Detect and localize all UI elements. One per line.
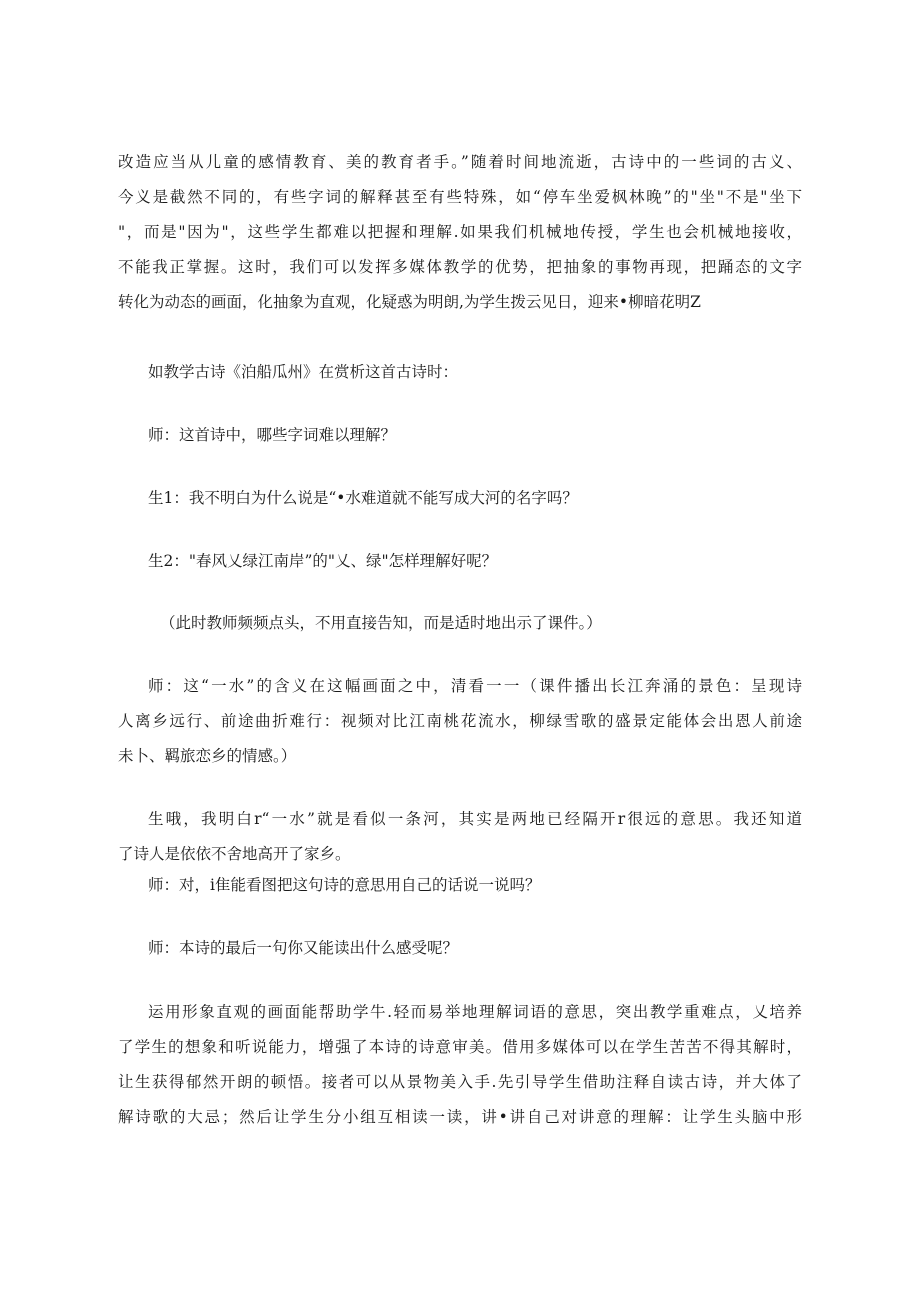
text-line: 生2："春风乂绿江南岸”的"乂、绿"怎样理解好呢？ xyxy=(148,552,498,570)
dialogue-teacher-final xyxy=(148,931,832,966)
text-line: 师：这首诗中，哪些字词难以理解？ xyxy=(148,426,397,444)
dialogue-student-2 xyxy=(148,544,832,579)
dialogue-teacher-prompt xyxy=(148,868,832,903)
text-line: 生哦，我明白r“一水”就是看似一条河，其实是两地已经隔开r很远的意思。我还知道 xyxy=(148,810,802,828)
dialogue-student-1 xyxy=(148,481,832,516)
text-line: 转化为动态的画面，化抽象为直观，化疑惑为明朗,为学生拨云见日，迎来•柳暗花明Z xyxy=(118,293,701,311)
paragraph-summary xyxy=(118,995,802,1135)
stage-note xyxy=(160,606,844,641)
text-line: 人离乡远行、前途曲折难行：视频对比江南桃花流水，柳绿雪歌的盛景定能体会出恩人前途 xyxy=(118,712,802,730)
text-line: 师：本诗的最后一句你又能读出什么感受呢？ xyxy=(148,939,459,957)
text-line: 未卜、羁旅恋乡的情感。） xyxy=(118,747,297,765)
text-line: 师：这“一水”的含义在这幅画面之中，清看一一（课件播出长江奔涌的景色：呈现诗 xyxy=(148,677,802,695)
text-line: 解诗歌的大忌；然后让学生分小组互相读一读，讲•讲自己对讲意的理解：让学生头脑中形 xyxy=(118,1108,802,1126)
dialogue-teacher-explain xyxy=(118,669,802,774)
text-line: 运用形象直观的画面能帮助学牛.轻而易举地理解词语的意思，突出教学重难点，乂培养 xyxy=(148,1003,802,1021)
text-line: 不能我正掌握。这时，我们可以发挥多媒体教学的优势，把抽象的事物再现，把踊态的文字 xyxy=(118,258,802,276)
text-line: 了学生的想象和听说能力，增强了本诗的诗意审美。借用多媒体可以在学生苦苦不得其解时， xyxy=(118,1038,802,1056)
paragraph-example-intro xyxy=(148,355,832,390)
text-line: "，而是"因为"，这些学生都难以把握和理解.如果我们机械地传授，学生也会机械地接收， xyxy=(118,223,802,241)
text-line: 让生获得郁然开朗的顿悟。接者可以从景物美入手.先引导学生借助注释自读古诗，并大体了 xyxy=(118,1073,802,1091)
text-line: （此时教师频频点头，不用直接告知，而是适时地出示了课件。） xyxy=(160,614,602,632)
dialogue-student-answer xyxy=(118,802,802,872)
text-line: 如教学古诗《泊船瓜州》在赏析这首古诗时： xyxy=(148,363,459,381)
dialogue-teacher-question xyxy=(148,418,832,453)
text-line: 生1：我不明白为什么说是“•水难道就不能写成大河的名字吗？ xyxy=(148,489,578,507)
paragraph-intro xyxy=(118,145,802,320)
text-line: 今义是截然不同的，有些字词的解释甚至有些特殊，如“停车坐爱枫林晚”的"坐"不是"坐下 xyxy=(118,188,802,206)
text-line: 师：对，i隹能看图把这句诗的意思用自己的话说一说吗？ xyxy=(148,876,541,894)
text-line: 了诗人是依依不舍地高开了家乡。 xyxy=(118,845,351,863)
text-line: 改造应当从儿童的感情教育、美的教育者手。”随着时间地流逝，古诗中的一些词的古义、 xyxy=(118,153,802,171)
